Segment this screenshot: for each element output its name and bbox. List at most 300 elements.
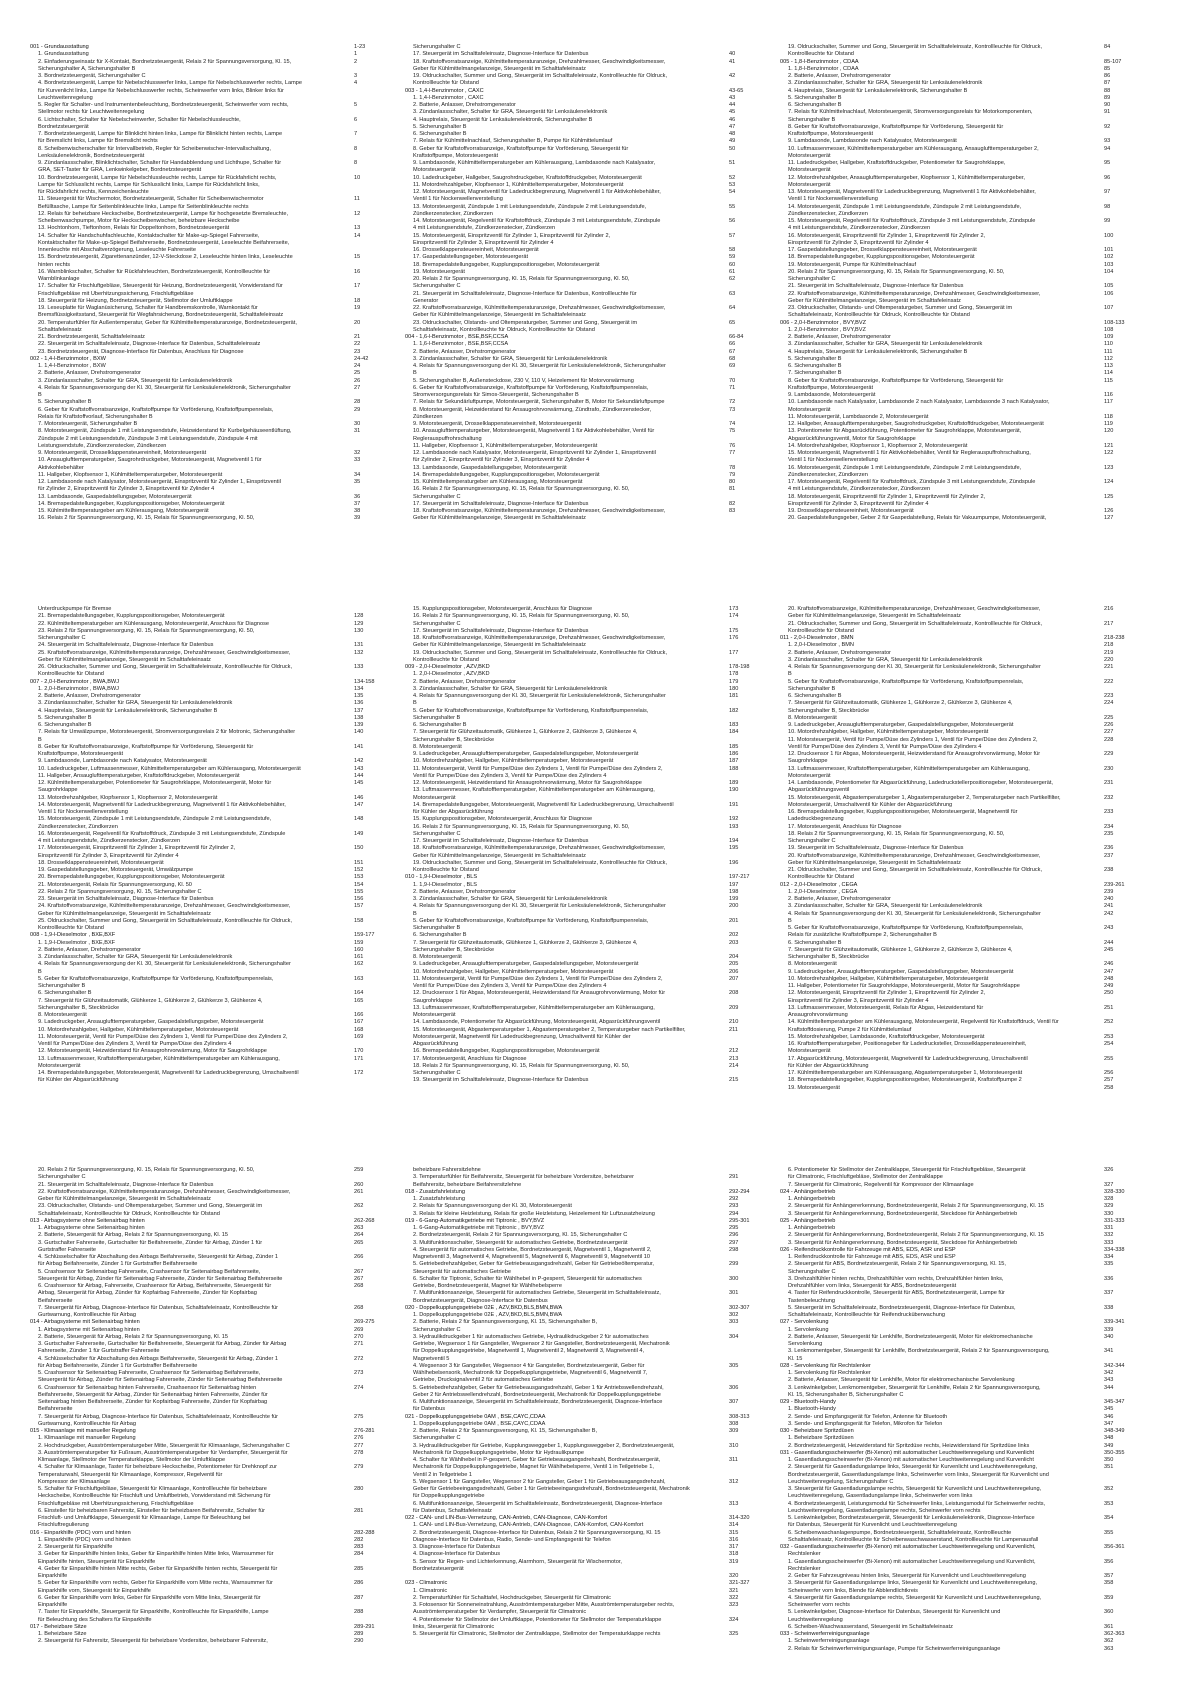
page-number: 127 (1104, 515, 1114, 522)
entry-text: Motorsteuergerät (38, 1062, 81, 1069)
page-number: 110 (1104, 341, 1113, 348)
index-entry (30, 795, 380, 802)
entry-text: 2. Steuergerät für Anhängererkennung, Bordnetzsteuergerät, Relais 2 für Spannungsversorgung, Kl. 15 (788, 1232, 1044, 1239)
page-number: 325 (729, 1631, 739, 1637)
page-number: 286 (354, 1580, 364, 1587)
entry-text: Sicherungshalter C (413, 283, 461, 290)
index-entry (780, 1240, 1130, 1247)
page-number: 218 (1104, 642, 1114, 649)
entry-text: 8. Geber für Kraftstoffvorratsanzeige, Kraftstoffpumpe für Vorförderung, Steuergerät für (38, 743, 254, 750)
entry-text: 23. Öldruckschalter, Ölstands- und Öltemperaturgeber, Summer und Gong, Steuergerät im (413, 319, 638, 326)
index-entry (405, 407, 755, 414)
entry-text: Einspritzventil für Zylinder 3, Einspritzventil für Zylinder 4 (788, 997, 929, 1004)
page-number: 17 (354, 283, 361, 290)
index-entry (30, 809, 380, 816)
entry-text: 6. Geber für Einparkhilfe vorn links, Geber für Einparkhilfe vorn Mitte links, Steuergerät für (38, 1594, 261, 1601)
page-number: 222 (1104, 678, 1114, 685)
entry-text: Frischluft- und Umluftklappe, Steuergerät für Klimaanlage, Lampe für Beleuchtung bei (38, 1515, 251, 1521)
index-entry (30, 399, 380, 406)
entry-text: Einparkhilfe vorn, Steuergerät für Einparkhilfe (38, 1587, 151, 1594)
entry-text: 1. Climatronic (413, 1587, 448, 1594)
entry-text: Sicherungshalter B, Steckbrücke (788, 707, 870, 714)
page-number: 277 (354, 1442, 364, 1449)
entry-text: hinten rechts (38, 261, 71, 268)
entry-text: 008 - 1,9-l-Dieselmotor , BXE,BXF (30, 932, 116, 939)
entry-text: Bordnetzsteuergerät, Diagnose-Interface für Datenbus (413, 1297, 548, 1304)
entry-text: 12. Lambdasonde nach Katalysator, Motorsteuergerät, Einspritzventil für Zylinder 1, Einspritzventil (38, 479, 281, 485)
entry-text: 027 - Servolenkung (780, 1319, 829, 1326)
entry-text: 5. Crashsensor für Seitenairbag Fahrerseite, Crashsensor für Seitenairbag Beifahrerseite, (38, 1268, 261, 1275)
index-entry (780, 508, 1130, 515)
entry-text: 10. Lambdasonde nach Katalysator, Lambdasonde 2 nach Katalysator, Lambdasonde 3 nach Katalysator, (788, 399, 1050, 406)
entry-text: 7. Bordnetzsteuergerät, Lampe für Blinklicht hinten links, Lampe für Blinklicht hinten rechts, Lampe (38, 131, 283, 137)
page-number: 104 (1104, 268, 1114, 275)
index-entry (30, 693, 380, 700)
entry-text: 006 - 2,0-l-Benzinmotor , BVY,BVZ (780, 319, 867, 326)
index-entry (405, 1356, 755, 1363)
entry-text: 3. Zündanlassschalter, Schalter für GRA, Steuergerät für Lenksäulenelektronik (413, 896, 608, 902)
entry-text: 2. Temperaturfühler für Schalttafel, Hochdruckgeber, Steuergerät für Climatronic (413, 1594, 611, 1601)
index-entry (30, 1421, 380, 1428)
index-entry (780, 276, 1130, 283)
page-number: 283 (354, 1544, 364, 1550)
index-entry (30, 1501, 380, 1508)
page-number: 85-107 (1104, 58, 1122, 65)
page-number: 148 (354, 816, 364, 823)
index-entry (780, 131, 1130, 138)
page-number: 275 (354, 1413, 364, 1420)
page-number: 360 (1104, 1609, 1114, 1616)
entry-text: 11. Motorsteuergerät, Lambdasonde 2, Motorsteuergerät (788, 413, 929, 420)
page-number: 295 (729, 1225, 739, 1231)
index-entry (405, 1428, 755, 1435)
entry-text: 11. Ladedruckgeber, Hallgeber, Kraftstoffdruckgeber, Potentiometer für Saugrohrklappe, (788, 160, 1006, 166)
entry-text: Drehzahlfühler vorn links, Steuergerät für ABS, Bordnetzsteuergerät (788, 1283, 957, 1289)
page-number: 4 (354, 80, 358, 87)
section-heading (405, 334, 755, 341)
index-entry (780, 450, 1130, 457)
entry-text: 5. Geber für Einparkhilfe vorn rechts, Geber für Einparkhilfe vorn Mitte rechts, Warnsummer für (38, 1580, 273, 1587)
entry-text: 4. Schalter für Wählhebel in P-gesperrt, Geber für Getriebeausgangsdrehzahl, Bordnetzsteuergerät, (413, 1457, 661, 1463)
index-entry (780, 501, 1130, 508)
entry-text: 3. Fotosensor für Sonneneinstrahlung, Ausströmtemperaturgeber Mitte, Ausströmtemperaturgeber rechts, (413, 1602, 675, 1608)
page-number: 170 (354, 1048, 364, 1055)
index-entry (405, 1348, 755, 1355)
entry-text: 5. Sicherungshalter B (788, 355, 842, 362)
entry-text: Schalttafeleinsatz, Kontrollleuchte für Reifendrucküberwachung (788, 1312, 946, 1318)
index-entry (30, 182, 380, 189)
index-entry (30, 1443, 380, 1450)
page-number: 262 (354, 1203, 364, 1210)
index-entry (405, 291, 755, 298)
index-entry (405, 204, 755, 211)
entry-text: 3. Zündanlassschalter, Schalter für GRA, Steuergerät für Lenksäulenelektronik (38, 700, 233, 707)
entry-text: 7. Multifunktionsanzeige, Steuergerät für automatisches Getriebe, Steuergerät im Schalttafeleinsatz, (413, 1290, 661, 1297)
page-number: 287 (354, 1594, 364, 1601)
index-entry (30, 1077, 380, 1084)
entry-text: Kl. 15 (788, 1355, 803, 1362)
index-entry (780, 1530, 1130, 1537)
index-entry (30, 1203, 380, 1210)
entry-text: 6. Geber für Kraftstoffvorratsanzeige, Kraftstoffpumpe für Vorförderung, Kraftstoffpumpenrelais, (38, 406, 274, 413)
index-entry (780, 305, 1130, 312)
index-entry (780, 715, 1130, 722)
page-number: 79 (729, 471, 736, 478)
page-number: 126 (1104, 508, 1114, 514)
index-entry (405, 932, 755, 939)
entry-text: Airbag, Steuergerät für Airbag, Zünder für Kopfairbag Fahrerseite, Zünder für Kopfairbag (38, 1290, 257, 1297)
page-number: 156 (354, 896, 364, 902)
entry-text: 3. Gurtschalter Fahrerseite, Gurtschalter für Beifahrerseite, Zünder für Airbag, Zünder 1 für (38, 1239, 263, 1246)
index-entry (30, 305, 380, 312)
entry-text: 7. Steuergerät für Airbag, Diagnose-Interface für Datenbus, Schalttafeleinsatz, Kontrollleuchte für (38, 1304, 279, 1311)
page-number: 342 (1104, 1370, 1114, 1376)
entry-text: Zündspule 2 mit Leistungsendstufe, Zündspule 3 mit Leistungsendstufe, Zündspule 4 mit (38, 435, 258, 442)
index-entry (30, 175, 380, 182)
index-entry (30, 167, 380, 174)
index-entry (30, 457, 380, 464)
index-entry (780, 349, 1130, 356)
page-number: 39 (354, 515, 361, 522)
page-number: 218-238 (1104, 635, 1125, 641)
index-entry (30, 729, 380, 736)
page-number: 344 (1104, 1384, 1114, 1391)
index-entry (780, 998, 1130, 1005)
section-heading (780, 1450, 1130, 1457)
entry-text: 5. Geber für Kraftstoffvorratsanzeige, Kraftstoffpumpe für Vorförderung, Kraftstoffpumpenrelais, (413, 917, 649, 924)
page-number: 101 (1104, 247, 1114, 253)
index-entry (405, 479, 755, 486)
index-entry (780, 443, 1130, 450)
entry-text: Mechatronik für Doppelkupplungsgetriebe, Motor für Hydraulikpumpe (413, 1449, 585, 1456)
index-entry (780, 407, 1130, 414)
entry-text: 17. Motorsteuergerät, Anschluss für Diagnose (413, 1055, 527, 1062)
page-number: 268 (354, 1283, 364, 1289)
index-entry (30, 1414, 380, 1421)
index-entry (30, 1034, 380, 1041)
entry-text: 17. Motorsteuergerät, Einspritzventil für Zylinder 1, Einspritzventil für Zylinder 2, (38, 845, 236, 852)
index-entry (405, 1544, 755, 1551)
page-number: 302-307 (729, 1304, 750, 1311)
entry-text: 3. Zündanlassschalter, Schalter für GRA, Steuergerät für Lenksäulenelektronik (413, 355, 608, 362)
entry-text: 14. Motorsteuergerät, Magnetventil für Ladedruckbegrenzung, Magnetventil 1 für Aktivkohlebehälter, (38, 801, 286, 808)
index-entry (780, 66, 1130, 73)
index-entry (780, 990, 1130, 997)
entry-text: 18. Drosselklappensteuereinheit, Motorsteuergerät (38, 859, 164, 866)
entry-text: 11. Hallgeber, Klopfsensor 1, Kühlmitteltemperaturgeber, Motorsteuergerät (38, 471, 223, 478)
page-number: 196 (729, 859, 739, 866)
entry-text: Motorsteuergerät (788, 772, 831, 779)
entry-text: Sicherungshalter C (788, 838, 836, 844)
page-number: 334 (1104, 1254, 1114, 1260)
entry-text: 21. Steuergerät im Schalttafeleinsatz, Diagnose-Interface für Datenbus, Kontrollleuchte für (413, 290, 637, 297)
entry-text: für Kühler der Abgasrückführung (413, 809, 494, 815)
page-number: 260 (354, 1181, 364, 1188)
index-entry (780, 708, 1130, 715)
index-entry (30, 1211, 380, 1218)
entry-text: 22. Kühlmitteltemperaturgeber am Kühlerausgang, Motorsteuergerät, Anschluss für Diagnose (38, 620, 270, 627)
entry-text: 1. CAN- und LIN-Bus-Vernetzung, CAN-Antrieb, CAN-Diagnose, CAN-Komfort, CAN-Komfort (413, 1522, 644, 1529)
index-entry (780, 479, 1130, 486)
index-entry (780, 1012, 1130, 1019)
page-number: 99 (1104, 218, 1111, 224)
entry-text: 1. 1,9-l-Dieselmotor , BLS (413, 881, 478, 888)
index-entry (405, 102, 755, 109)
entry-text: Motorsteuergerät (413, 167, 456, 174)
index-entry (780, 175, 1130, 182)
page-number: 132 (354, 649, 364, 656)
page-number: 212 (729, 1048, 739, 1055)
entry-text: 18. Bremspedalstellungsgeber, Kupplungspositionsgeber, Motorsteuergerät, Kraftstoffpumpe 2 (788, 1077, 1022, 1084)
entry-text: 5. Geber für Kraftstoffvorratsanzeige, Kraftstoffpumpe für Vorförderung, Kraftstoffpumpenrelais, (788, 678, 1024, 685)
index-column (30, 44, 380, 523)
entry-text: 5. Sicherungshalter B (788, 94, 842, 101)
entry-text: Unterdruckpumpe für Bremse (38, 606, 112, 612)
entry-text: 7. Steuergerät für Glühzeitautomatik, Glühkerze 1, Glühkerze 2, Glühkerze 3, Glühkerze 4, (413, 939, 638, 946)
index-entry (30, 751, 380, 758)
page-number: 72 (729, 399, 736, 406)
index-entry (780, 1196, 1130, 1203)
index-entry (405, 1027, 755, 1034)
index-entry (30, 102, 380, 109)
page-number: 47 (729, 123, 736, 130)
entry-text: 14. Lambdasonde, Potentiometer für Abgasrückführung, Ladedruckstellerpositionsgeber, Motorsteuergerät, (788, 780, 1053, 786)
index-entry (30, 1559, 380, 1566)
page-number: 30 (354, 421, 361, 427)
index-entry (30, 327, 380, 334)
entry-text: 12. Drucksensor 1 für Abgas, Motorsteuergerät, Heizwiderstand für Ansaugrohrvorwärmung, Motor für (413, 990, 666, 997)
page-number: 43 (729, 94, 736, 101)
section-heading (405, 664, 755, 671)
entry-text: Motorsteuergerät (788, 181, 831, 188)
entry-text: Kontaktschalter für Make-up-Spiegel Beifahrerseite, Bordnetzsteuergerät, Leseleuchte Beifahrerseite, (38, 239, 290, 246)
index-entry (405, 182, 755, 189)
index-entry (30, 1356, 380, 1363)
entry-text: 6. Potentiometer für Stellmotor der Zentralklappe, Steuergerät für Frischluftgebläse, Steuergerät (788, 1167, 1026, 1173)
entry-text: 031 - Gasentladungsscheinwerfer (Bi-Xenon) mit automatischer Leuchtweitenregelung und Kurvenlicht (780, 1449, 1035, 1456)
entry-text: 4. Schlüsselschalter für Abschaltung des Airbags Beifahrerseite, Steuergerät für Airbag, Zünder 1 (38, 1254, 279, 1260)
index-entry (30, 320, 380, 327)
index-entry (30, 1041, 380, 1048)
index-entry (405, 124, 755, 131)
page-number: 102 (1104, 254, 1114, 261)
index-entry (780, 218, 1130, 225)
page-number: 3 (354, 73, 358, 79)
index-entry (30, 1638, 380, 1645)
entry-text: 10. Ansauglufttemperaturgeber, Motorsteuergerät, Magnetventil 1 für Aktivkohlebehälter, Ventil für (413, 428, 655, 435)
page-number: 328 (1104, 1196, 1114, 1202)
index-column (405, 1167, 755, 1638)
index-entry (405, 211, 755, 218)
entry-text: Abgasrückführungsventil, Motor für Saugrohrklappe (788, 435, 916, 442)
entry-text: GRA, SET-Taster für GRA, Lenkwinkelgeber, Bordnetzsteuergerät (38, 167, 202, 174)
index-entry (405, 845, 755, 852)
entry-text: 4. Geber für Einparkhilfe hinten Mitte rechts, Geber für Einparkhilfe hinten rechts, Steuergerät für (38, 1565, 278, 1572)
entry-text: 3. Lenkmomentgeber, Steuergerät für Lenkhilfe, Bordnetzsteuergerät, Relais 2 für Spannungsversorgung, (788, 1348, 1050, 1355)
index-entry (780, 465, 1130, 472)
page-number: 313 (729, 1500, 739, 1507)
index-entry (30, 334, 380, 341)
page-number: 346 (1104, 1413, 1114, 1420)
index-entry (405, 399, 755, 406)
page-number: 318 (729, 1551, 739, 1558)
entry-text: Scheinwerfer vorn links, Blende für Abblendlichtkreis (788, 1587, 918, 1594)
page-number: 255 (1104, 1055, 1114, 1062)
index-entry (405, 501, 755, 508)
index-entry (30, 109, 380, 116)
entry-text: Sicherungshalter C (413, 1435, 461, 1442)
entry-text: 023 - Climatronic (405, 1580, 448, 1587)
entry-text: Ventil 1 für Nockenwellenverstellung (413, 196, 503, 203)
entry-text: 19. Leseuplatte für Waglanüsicherung, Schalter für Handbremskontrolle, Warnkontakt für (38, 305, 258, 311)
index-entry (780, 969, 1130, 976)
entry-text: Wählhebelsensorik, Mechatronik für Doppelkupplungsgetriebe, Magnetventil 6, Magnetventil 7, (413, 1370, 648, 1376)
page-number: 31 (354, 428, 361, 435)
entry-text: Sicherungshalter C (413, 493, 461, 500)
index-entry (780, 486, 1130, 493)
entry-text: 2. Batterie, Anlasser, Drehstromgenerator (38, 946, 141, 953)
index-entry (30, 1486, 380, 1493)
entry-text: 3. Steuergerät für Anhängererkennung, Bordnetzsteuergerät, Steckdose für Anhängerbetrieb (788, 1239, 1018, 1246)
entry-text: 3. Drehzahlfühler hinten rechts, Drehzahlfühler vorn rechts, Drehzahlfühler hinten links, (788, 1275, 1004, 1282)
entry-text: Motorsteuergerät, Magnetventil für Ladedruckbegrenzung, Umschaltventil für Kühler der (413, 1033, 631, 1040)
entry-text: Geber für Kühlmittelmangelanzeige, Steuergerät im Schalttafeleinsatz (413, 312, 586, 319)
index-entry (30, 686, 380, 693)
entry-text: Abgasrückführungsventil (788, 787, 850, 794)
page-number: 63 (729, 290, 736, 297)
index-entry (780, 737, 1130, 744)
entry-text: 18. Kraftstoffvorratsanzeige, Kühlmitteltemperaturanzeige, Drehzahlmesser, Geschwindigkeitsmesser, (413, 635, 666, 641)
index-entry (405, 969, 755, 976)
index-entry (30, 1631, 380, 1638)
index-entry (405, 824, 755, 831)
index-entry (405, 196, 755, 203)
entry-text: 15. Kühlmitteltemperaturgeber am Kühlerausgang, Motorsteuergerät (413, 479, 583, 485)
entry-text: 015 - Klimaanlage mit manueller Regelung (30, 1428, 136, 1434)
entry-text: 4 mit Leistungsendstufe, Zündkerzenstecker, Zündkerzen (788, 225, 931, 232)
entry-text: Zündkerzenstecker, Zündkerzen (38, 823, 118, 830)
page-number: 73 (729, 406, 736, 413)
entry-text: Warnblinkanlage (38, 276, 80, 282)
entry-text: 14. Bremspedalstellungsgeber, Kupplungspositionsgeber, Motorsteuergerät (38, 500, 225, 507)
index-entry (780, 211, 1130, 218)
entry-text: 016 - Einparkhilfe (PDC) vorn und hinten (30, 1529, 131, 1536)
index-entry (405, 283, 755, 290)
entry-text: Geber für Kühlmittelmangelanzeige, Steuergerät im Schalttafeleinsatz (413, 642, 586, 649)
index-entry (405, 320, 755, 327)
index-entry (405, 1005, 755, 1012)
entry-text: 017 - Beheizbare Sitze (30, 1623, 87, 1630)
index-entry (30, 889, 380, 896)
entry-text: für Zylinder 2, Einspritzventil für Zylinder 3, Einspritzventil für Zylinder 4 (38, 486, 215, 493)
entry-text: 17. Abgasrückführung, Motorsteuergerät, Magnetventil für Ladedruckbegrenzung, Umschaltventil (788, 1055, 1028, 1062)
page-number: 65 (729, 319, 736, 326)
entry-text: Kontrollleuchte für Ölstand (38, 671, 104, 678)
entry-text: 1. 2,0-l-Benzinmotor , BVY,BVZ (788, 326, 866, 333)
entry-text: für Rückfahrlicht rechts, Kennzeichenleuchte (38, 189, 149, 195)
entry-text: Sicherungshalter C (413, 44, 461, 50)
section-heading (30, 1428, 380, 1435)
entry-text: 6. Geber für Kraftstoffvorratsanzeige, Kraftstoffpumpe für Vorförderung, Kraftstoffpumpenrelais, (413, 384, 649, 391)
page-number: 87 (1104, 80, 1111, 87)
entry-text: 10. Ladedruckgeber, Hallgeber, Saugrohrdruckgeber, Kraftstoffdruckgeber, Motorsteuergerät (413, 174, 642, 181)
entry-text: 004 - 1,6-l-Benzinmotor , BSE,BSF,CCSA (405, 334, 509, 340)
index-entry (405, 1077, 755, 1084)
entry-text: Steuergerät für Airbag, Zünder für Seitenairbag Fahrerseite, Zünder für Seitenairbag Beifahrerseite (38, 1275, 283, 1282)
entry-text: 8. Motorsteuergerät, Zündspule 1 mit Leistungsendstufe, Heizwiderstand für Kurbelgehäuseentlüftung, (38, 428, 292, 435)
page-number: 192 (729, 816, 739, 823)
page-number: 67 (729, 348, 736, 355)
entry-text: 9. Ladedruckgeber, Ansauglufttemperaturgeber, Gaspedalstellungsgeber, Motorsteuergerät (788, 722, 1014, 728)
entry-text: 12. Lambdasonde nach Katalysator, Motorsteuergerät, Einspritzventil für Zylinder 1, Einspritzventil (413, 450, 656, 456)
entry-text: 4. Schalter für Klimaanlage, Taster für beheizbare Heckscheibe, Potentiometer für Drehknopf zur (38, 1464, 277, 1471)
page-number: 24-42 (354, 355, 369, 362)
page-number: 161 (354, 954, 364, 960)
index-entry (780, 780, 1130, 787)
entry-text: Sicherungshalter C (788, 1268, 836, 1275)
index-entry (405, 1269, 755, 1276)
index-entry (405, 1048, 755, 1055)
index-entry (780, 421, 1130, 428)
section-heading (30, 44, 380, 51)
page-number: 269 (354, 1326, 364, 1333)
index-entry (30, 51, 380, 58)
index-entry (30, 1048, 380, 1055)
index-entry (30, 1005, 380, 1012)
index-entry (30, 940, 380, 947)
page-number: 282 (354, 1536, 364, 1543)
entry-text: Bordnetzsteuergerät, Gasentladungslampe links, Scheinwerfer vorn links, Steuergerät für Kurvenlicht und (788, 1471, 1049, 1478)
index-entry (780, 729, 1130, 736)
index-entry (30, 1269, 380, 1276)
page-number: 166 (354, 1012, 364, 1018)
page-number: 198 (729, 888, 739, 895)
entry-text: 7. Taster für Einparkhilfe, Steuergerät für Einparkhilfe, Kontrollleuchte für Einparkhilfe, Lampe (38, 1609, 269, 1616)
page-number: 105 (1104, 283, 1114, 290)
index-entry (405, 1261, 755, 1268)
entry-text: 1. 1,4-l-Benzinmotor , CAXC (413, 94, 484, 101)
index-entry (780, 1027, 1130, 1034)
page-number: 233 (1104, 809, 1114, 815)
index-entry (30, 990, 380, 997)
page-number: 315 (729, 1529, 739, 1536)
section-heading (30, 356, 380, 363)
index-entry (780, 1019, 1130, 1026)
index-entry (780, 334, 1130, 341)
section-heading (30, 679, 380, 686)
index-entry (780, 1515, 1130, 1522)
index-entry (30, 1341, 380, 1348)
entry-text: 15. Motordrehzahlgeber, Lambdasonde, Kraftstoffdruckgeber, Motorsteuergerät (788, 1033, 985, 1040)
index-entry (780, 327, 1130, 334)
entry-text: 10. Motordrehzahlgeber, Hallgeber, Kühlmitteltemperaturgeber, Motorsteuergerät (38, 1026, 239, 1033)
index-entry (30, 450, 380, 457)
entry-text: 6. Sicherungshalter B (413, 131, 467, 137)
entry-text: 12. Motorsteuergerät, Heizwiderstand für Ansaugrohrvorwärmung, Motor für Saugrohrklappe (413, 780, 642, 786)
page-number: 82 (729, 500, 736, 507)
index-entry (780, 1435, 1130, 1442)
index-entry (30, 465, 380, 472)
page-number: 145 (354, 780, 364, 786)
page-number: 276 (354, 1435, 364, 1442)
index-entry (405, 1595, 755, 1602)
index-entry (30, 1370, 380, 1377)
entry-text: 20. Kraftstoffvorratsanzeige, Kühlmitteltemperaturanzeige, Drehzahlmesser, Geschwindigkeitsmesser, (788, 852, 1041, 859)
index-entry (780, 254, 1130, 261)
index-entry (405, 722, 755, 729)
index-entry (30, 515, 380, 522)
page-number: 207 (729, 975, 739, 982)
